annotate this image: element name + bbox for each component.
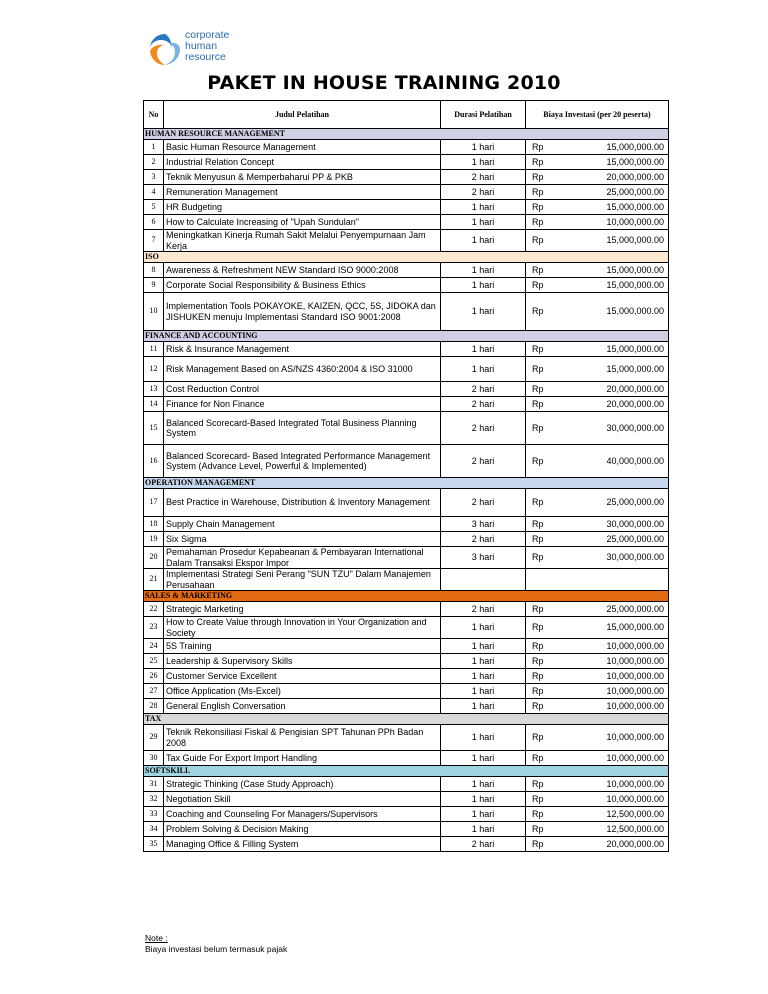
company-logo xyxy=(148,30,268,70)
row-title: Teknik Menyusun & Memperbaharui PP & PKB xyxy=(164,170,441,185)
row-number: 5 xyxy=(144,200,164,215)
row-duration: 2 hari xyxy=(441,445,526,478)
row-title: Basic Human Resource Management xyxy=(164,140,441,155)
row-currency: Rp xyxy=(526,293,556,331)
row-duration: 1 hari xyxy=(441,357,526,382)
logo-text-line3: resource xyxy=(185,51,226,63)
row-title: Finance for Non Finance xyxy=(164,397,441,412)
row-currency: Rp xyxy=(526,342,556,357)
row-title: Balanced Scorecard- Based Integrated Performance Management System (Advance Level, Powerful & Implemented) xyxy=(164,445,441,478)
row-title: Meningkatkan Kinerja Rumah Sakit Melalui Penyempurnaan Jam Kerja xyxy=(164,230,441,252)
table-row xyxy=(144,792,669,807)
row-amount: 10,000,000.00 xyxy=(556,751,669,766)
row-amount: 12,500,000.00 xyxy=(556,807,669,822)
row-duration: 2 hari xyxy=(441,837,526,852)
table-row xyxy=(144,617,669,639)
row-title: Six Sigma xyxy=(164,532,441,547)
row-title: Awareness & Refreshment NEW Standard ISO 9000:2008 xyxy=(164,263,441,278)
row-amount: 15,000,000.00 xyxy=(556,200,669,215)
row-amount: 25,000,000.00 xyxy=(556,489,669,517)
section-title: FINANCE AND ACCOUNTING xyxy=(144,331,669,342)
note xyxy=(145,933,287,954)
training-table xyxy=(143,100,669,852)
section-header-row xyxy=(144,714,669,725)
row-amount: 20,000,000.00 xyxy=(556,170,669,185)
row-title: Customer Service Excellent xyxy=(164,669,441,684)
row-amount: 40,000,000.00 xyxy=(556,445,669,478)
section-title: ISO xyxy=(144,252,669,263)
row-duration: 2 hari xyxy=(441,489,526,517)
logo-swirl-icon xyxy=(148,32,182,66)
table-row xyxy=(144,837,669,852)
table-row xyxy=(144,382,669,397)
row-duration: 1 hari xyxy=(441,278,526,293)
table-row xyxy=(144,215,669,230)
header-cost: Biaya Investasi (per 20 peserta) xyxy=(526,101,669,129)
row-currency: Rp xyxy=(526,602,556,617)
row-amount: 15,000,000.00 xyxy=(556,263,669,278)
row-number: 21 xyxy=(144,569,164,591)
row-title: Strategic Marketing xyxy=(164,602,441,617)
row-number: 30 xyxy=(144,751,164,766)
row-number: 8 xyxy=(144,263,164,278)
row-title: Teknik Rekonsiliasi Fiskal & Pengisian SPT Tahunan PPh Badan 2008 xyxy=(164,725,441,751)
table-row xyxy=(144,278,669,293)
table-row xyxy=(144,357,669,382)
row-currency: Rp xyxy=(526,200,556,215)
section-title: HUMAN RESOURCE MANAGEMENT xyxy=(144,129,669,140)
row-amount: 15,000,000.00 xyxy=(556,293,669,331)
section-header-row xyxy=(144,478,669,489)
row-currency: Rp xyxy=(526,532,556,547)
row-number: 3 xyxy=(144,170,164,185)
row-currency: Rp xyxy=(526,140,556,155)
row-title: HR Budgeting xyxy=(164,200,441,215)
row-duration: 1 hari xyxy=(441,200,526,215)
row-number: 33 xyxy=(144,807,164,822)
row-amount: 15,000,000.00 xyxy=(556,278,669,293)
row-number: 27 xyxy=(144,684,164,699)
row-duration: 3 hari xyxy=(441,517,526,532)
note-label: Note : xyxy=(145,933,168,943)
table-row xyxy=(144,751,669,766)
row-amount: 10,000,000.00 xyxy=(556,725,669,751)
row-amount: 30,000,000.00 xyxy=(556,412,669,445)
row-title: Problem Solving & Decision Making xyxy=(164,822,441,837)
row-duration: 3 hari xyxy=(441,547,526,569)
table-row xyxy=(144,699,669,714)
table-row xyxy=(144,170,669,185)
row-number: 12 xyxy=(144,357,164,382)
row-title: Best Practice in Warehouse, Distribution & Inventory Management xyxy=(164,489,441,517)
row-currency: Rp xyxy=(526,215,556,230)
section-title: SOFTSKILL xyxy=(144,766,669,777)
section-title: TAX xyxy=(144,714,669,725)
row-duration: 1 hari xyxy=(441,777,526,792)
row-currency: Rp xyxy=(526,155,556,170)
table-row xyxy=(144,397,669,412)
row-amount: 30,000,000.00 xyxy=(556,547,669,569)
row-currency: Rp xyxy=(526,489,556,517)
row-currency xyxy=(526,569,556,591)
row-number: 13 xyxy=(144,382,164,397)
row-currency: Rp xyxy=(526,517,556,532)
row-number: 9 xyxy=(144,278,164,293)
row-currency: Rp xyxy=(526,382,556,397)
row-title: How to Create Value through Innovation in Your Organization and Society xyxy=(164,617,441,639)
row-currency: Rp xyxy=(526,278,556,293)
table-row xyxy=(144,230,669,252)
row-title: Implementasi Strategi Seni Perang "SUN TZU" Dalam Manajemen Perusahaan xyxy=(164,569,441,591)
row-currency: Rp xyxy=(526,822,556,837)
logo-text-line2: human xyxy=(185,40,218,52)
row-amount: 15,000,000.00 xyxy=(556,617,669,639)
row-amount: 10,000,000.00 xyxy=(556,684,669,699)
row-number: 19 xyxy=(144,532,164,547)
row-number: 18 xyxy=(144,517,164,532)
row-number: 23 xyxy=(144,617,164,639)
row-duration: 1 hari xyxy=(441,822,526,837)
table-row xyxy=(144,777,669,792)
row-currency: Rp xyxy=(526,699,556,714)
row-duration: 2 hari xyxy=(441,602,526,617)
table-row xyxy=(144,263,669,278)
row-duration: 1 hari xyxy=(441,669,526,684)
row-amount: 12,500,000.00 xyxy=(556,822,669,837)
row-amount: 15,000,000.00 xyxy=(556,357,669,382)
row-amount: 25,000,000.00 xyxy=(556,185,669,200)
row-duration: 2 hari xyxy=(441,412,526,445)
row-number: 6 xyxy=(144,215,164,230)
row-amount: 20,000,000.00 xyxy=(556,837,669,852)
row-title: Managing Office & Filling System xyxy=(164,837,441,852)
row-duration: 1 hari xyxy=(441,639,526,654)
row-duration: 1 hari xyxy=(441,140,526,155)
row-amount: 30,000,000.00 xyxy=(556,517,669,532)
row-number: 15 xyxy=(144,412,164,445)
header-title: Judul Pelatihan xyxy=(164,101,441,129)
row-title: 5S Training xyxy=(164,639,441,654)
table-row xyxy=(144,639,669,654)
row-title: Pemahaman Prosedur Kepabeanan & Pembayaran International Dalam Transaksi Ekspor Impor xyxy=(164,547,441,569)
row-currency: Rp xyxy=(526,412,556,445)
row-number: 22 xyxy=(144,602,164,617)
row-title: General English Conversation xyxy=(164,699,441,714)
row-currency: Rp xyxy=(526,185,556,200)
row-amount: 25,000,000.00 xyxy=(556,532,669,547)
row-amount: 20,000,000.00 xyxy=(556,382,669,397)
row-amount: 15,000,000.00 xyxy=(556,342,669,357)
row-amount: 25,000,000.00 xyxy=(556,602,669,617)
row-number: 17 xyxy=(144,489,164,517)
row-number: 31 xyxy=(144,777,164,792)
section-title: SALES & MARKETING xyxy=(144,591,669,602)
row-title: Industrial Relation Concept xyxy=(164,155,441,170)
page-title: PAKET IN HOUSE TRAINING 2010 xyxy=(207,72,561,94)
note-text: Biaya investasi belum termasuk pajak xyxy=(145,943,288,954)
row-amount: 10,000,000.00 xyxy=(556,699,669,714)
table-row xyxy=(144,412,669,445)
table-row xyxy=(144,445,669,478)
row-number: 25 xyxy=(144,654,164,669)
row-number: 1 xyxy=(144,140,164,155)
logo-text-line1: corporate xyxy=(185,29,230,41)
section-header-row xyxy=(144,331,669,342)
row-number: 24 xyxy=(144,639,164,654)
row-duration: 1 hari xyxy=(441,654,526,669)
row-amount xyxy=(556,569,669,591)
row-title: Implementation Tools POKAYOKE, KAIZEN, QCC, 5S, JIDOKA dan JISHUKEN menuju Implementasi Standard ISO 9001:2008 xyxy=(164,293,441,331)
row-duration: 1 hari xyxy=(441,617,526,639)
row-title: How to Calculate Increasing of "Upah Sundulan" xyxy=(164,215,441,230)
row-duration: 1 hari xyxy=(441,699,526,714)
row-currency: Rp xyxy=(526,654,556,669)
row-title: Balanced Scorecard-Based Integrated Total Business Planning System xyxy=(164,412,441,445)
row-title: Strategic Thinking (Case Study Approach) xyxy=(164,777,441,792)
row-duration: 1 hari xyxy=(441,807,526,822)
row-title: Office Application (Ms-Excel) xyxy=(164,684,441,699)
table-row xyxy=(144,532,669,547)
row-currency: Rp xyxy=(526,639,556,654)
row-number: 10 xyxy=(144,293,164,331)
row-amount: 10,000,000.00 xyxy=(556,639,669,654)
row-amount: 15,000,000.00 xyxy=(556,155,669,170)
row-title: Tax Guide For Export Import Handling xyxy=(164,751,441,766)
row-currency: Rp xyxy=(526,684,556,699)
row-duration: 1 hari xyxy=(441,684,526,699)
row-duration: 1 hari xyxy=(441,792,526,807)
table-row xyxy=(144,293,669,331)
row-duration: 1 hari xyxy=(441,230,526,252)
row-number: 35 xyxy=(144,837,164,852)
row-duration: 1 hari xyxy=(441,263,526,278)
row-number: 14 xyxy=(144,397,164,412)
row-amount: 10,000,000.00 xyxy=(556,654,669,669)
row-title: Remuneration Management xyxy=(164,185,441,200)
table-row xyxy=(144,654,669,669)
header-no: No xyxy=(144,101,164,129)
table-row xyxy=(144,140,669,155)
row-amount: 10,000,000.00 xyxy=(556,792,669,807)
row-currency: Rp xyxy=(526,397,556,412)
row-currency: Rp xyxy=(526,837,556,852)
row-number: 29 xyxy=(144,725,164,751)
row-number: 20 xyxy=(144,547,164,569)
section-header-row xyxy=(144,766,669,777)
row-amount: 10,000,000.00 xyxy=(556,669,669,684)
table-row xyxy=(144,807,669,822)
table-row xyxy=(144,342,669,357)
row-title: Corporate Social Responsibility & Business Ethics xyxy=(164,278,441,293)
section-header-row xyxy=(144,591,669,602)
row-number: 34 xyxy=(144,822,164,837)
row-currency: Rp xyxy=(526,751,556,766)
table-row xyxy=(144,822,669,837)
row-amount: 20,000,000.00 xyxy=(556,397,669,412)
row-title: Negotiation Skill xyxy=(164,792,441,807)
table-row xyxy=(144,669,669,684)
row-currency: Rp xyxy=(526,725,556,751)
row-duration xyxy=(441,569,526,591)
row-number: 28 xyxy=(144,699,164,714)
row-currency: Rp xyxy=(526,357,556,382)
row-duration: 2 hari xyxy=(441,185,526,200)
row-currency: Rp xyxy=(526,669,556,684)
row-duration: 1 hari xyxy=(441,293,526,331)
row-currency: Rp xyxy=(526,230,556,252)
table-row xyxy=(144,200,669,215)
header-duration: Durasi Pelatihan xyxy=(441,101,526,129)
row-currency: Rp xyxy=(526,263,556,278)
row-title: Supply Chain Management xyxy=(164,517,441,532)
row-title: Leadership & Supervisory Skills xyxy=(164,654,441,669)
table-row xyxy=(144,155,669,170)
row-duration: 1 hari xyxy=(441,751,526,766)
table-row xyxy=(144,185,669,200)
table-row xyxy=(144,547,669,569)
row-number: 7 xyxy=(144,230,164,252)
row-amount: 15,000,000.00 xyxy=(556,230,669,252)
table-row xyxy=(144,569,669,591)
row-amount: 10,000,000.00 xyxy=(556,215,669,230)
row-duration: 2 hari xyxy=(441,397,526,412)
row-title: Risk Management Based on AS/NZS 4360:2004 & ISO 31000 xyxy=(164,357,441,382)
row-number: 11 xyxy=(144,342,164,357)
row-duration: 1 hari xyxy=(441,155,526,170)
row-currency: Rp xyxy=(526,617,556,639)
row-number: 2 xyxy=(144,155,164,170)
row-amount: 10,000,000.00 xyxy=(556,777,669,792)
row-currency: Rp xyxy=(526,445,556,478)
row-duration: 2 hari xyxy=(441,170,526,185)
row-number: 16 xyxy=(144,445,164,478)
row-currency: Rp xyxy=(526,547,556,569)
row-duration: 1 hari xyxy=(441,342,526,357)
row-number: 32 xyxy=(144,792,164,807)
row-title: Cost Reduction Control xyxy=(164,382,441,397)
table-header-row xyxy=(144,101,669,129)
row-currency: Rp xyxy=(526,777,556,792)
row-currency: Rp xyxy=(526,807,556,822)
table-row xyxy=(144,684,669,699)
row-title: Coaching and Counseling For Managers/Supervisors xyxy=(164,807,441,822)
row-duration: 1 hari xyxy=(441,215,526,230)
row-currency: Rp xyxy=(526,792,556,807)
row-title: Risk & Insurance Management xyxy=(164,342,441,357)
section-header-row xyxy=(144,252,669,263)
table-row xyxy=(144,602,669,617)
row-amount: 15,000,000.00 xyxy=(556,140,669,155)
table-body xyxy=(144,129,669,852)
table-row xyxy=(144,725,669,751)
row-number: 4 xyxy=(144,185,164,200)
row-duration: 1 hari xyxy=(441,725,526,751)
table-row xyxy=(144,517,669,532)
section-title: OPERATION MANAGEMENT xyxy=(144,478,669,489)
row-duration: 2 hari xyxy=(441,532,526,547)
row-duration: 2 hari xyxy=(441,382,526,397)
row-number: 26 xyxy=(144,669,164,684)
section-header-row xyxy=(144,129,669,140)
table-row xyxy=(144,489,669,517)
row-currency: Rp xyxy=(526,170,556,185)
